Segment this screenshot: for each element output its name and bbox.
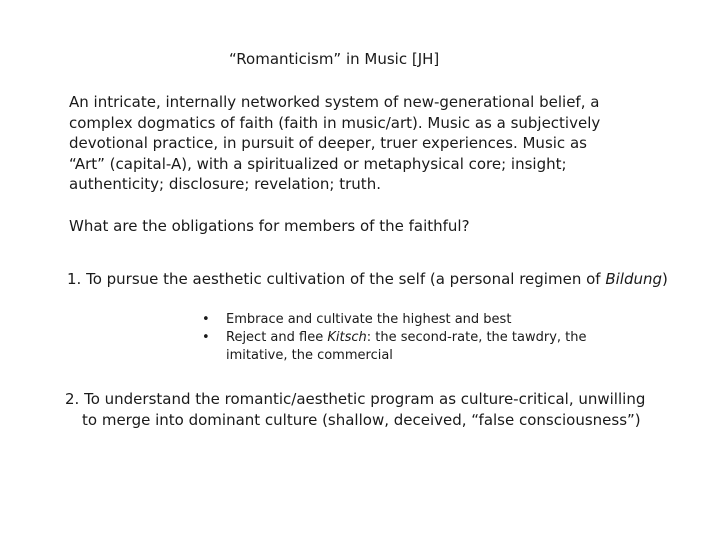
intro-paragraph [69,92,609,195]
intro-line: “Art” (capital-A), with a spiritualized or metaphysical core; insight; [69,154,567,173]
intro-line: authenticity; disclosure; revelation; truth. [69,175,381,193]
bullet-text: Embrace and cultivate the highest and best [226,312,512,327]
bullet-emphasis: Kitsch [327,330,367,345]
bullet-item [199,329,587,365]
intro-line: An intricate, internally networked system of new-generational belief, a [69,93,600,111]
bullet-line: imitative, the commercial [226,348,393,363]
bullet-line [226,329,587,347]
slide-title: “Romanticism” in Music [JH] [229,50,440,68]
point-1-emphasis: Bildung [605,270,663,288]
point-1-text: 1. To pursue the aesthetic cultivation of the self (a personal regimen of [67,270,606,288]
bullet-marker: • [202,312,210,327]
bullet-list [199,311,587,365]
obligation-point-1 [67,269,668,289]
bullet-text: : the second-rate, the tawdry, the [366,330,587,345]
bullet-text: Reject and flee [226,330,328,345]
intro-line: devotional practice, in pursuit of deeper, truer experiences. Music as [69,134,587,152]
intro-line: complex dogmatics of faith (faith in music/art). Music as a subjectively [69,113,601,132]
point-2-line: 2. To understand the romantic/aesthetic program as culture-critical, unwilling [65,390,646,408]
bullet-marker: • [202,330,210,345]
bullet-item [199,311,587,329]
obligation-point-2 [65,389,645,431]
bullet-line [226,311,587,329]
point-2-line: to merge into dominant culture (shallow, deceived, “false consciousness”) [82,411,641,429]
point-1-suffix: ) [662,270,668,288]
obligations-question: What are the obligations for members of the faithful? [69,217,470,235]
